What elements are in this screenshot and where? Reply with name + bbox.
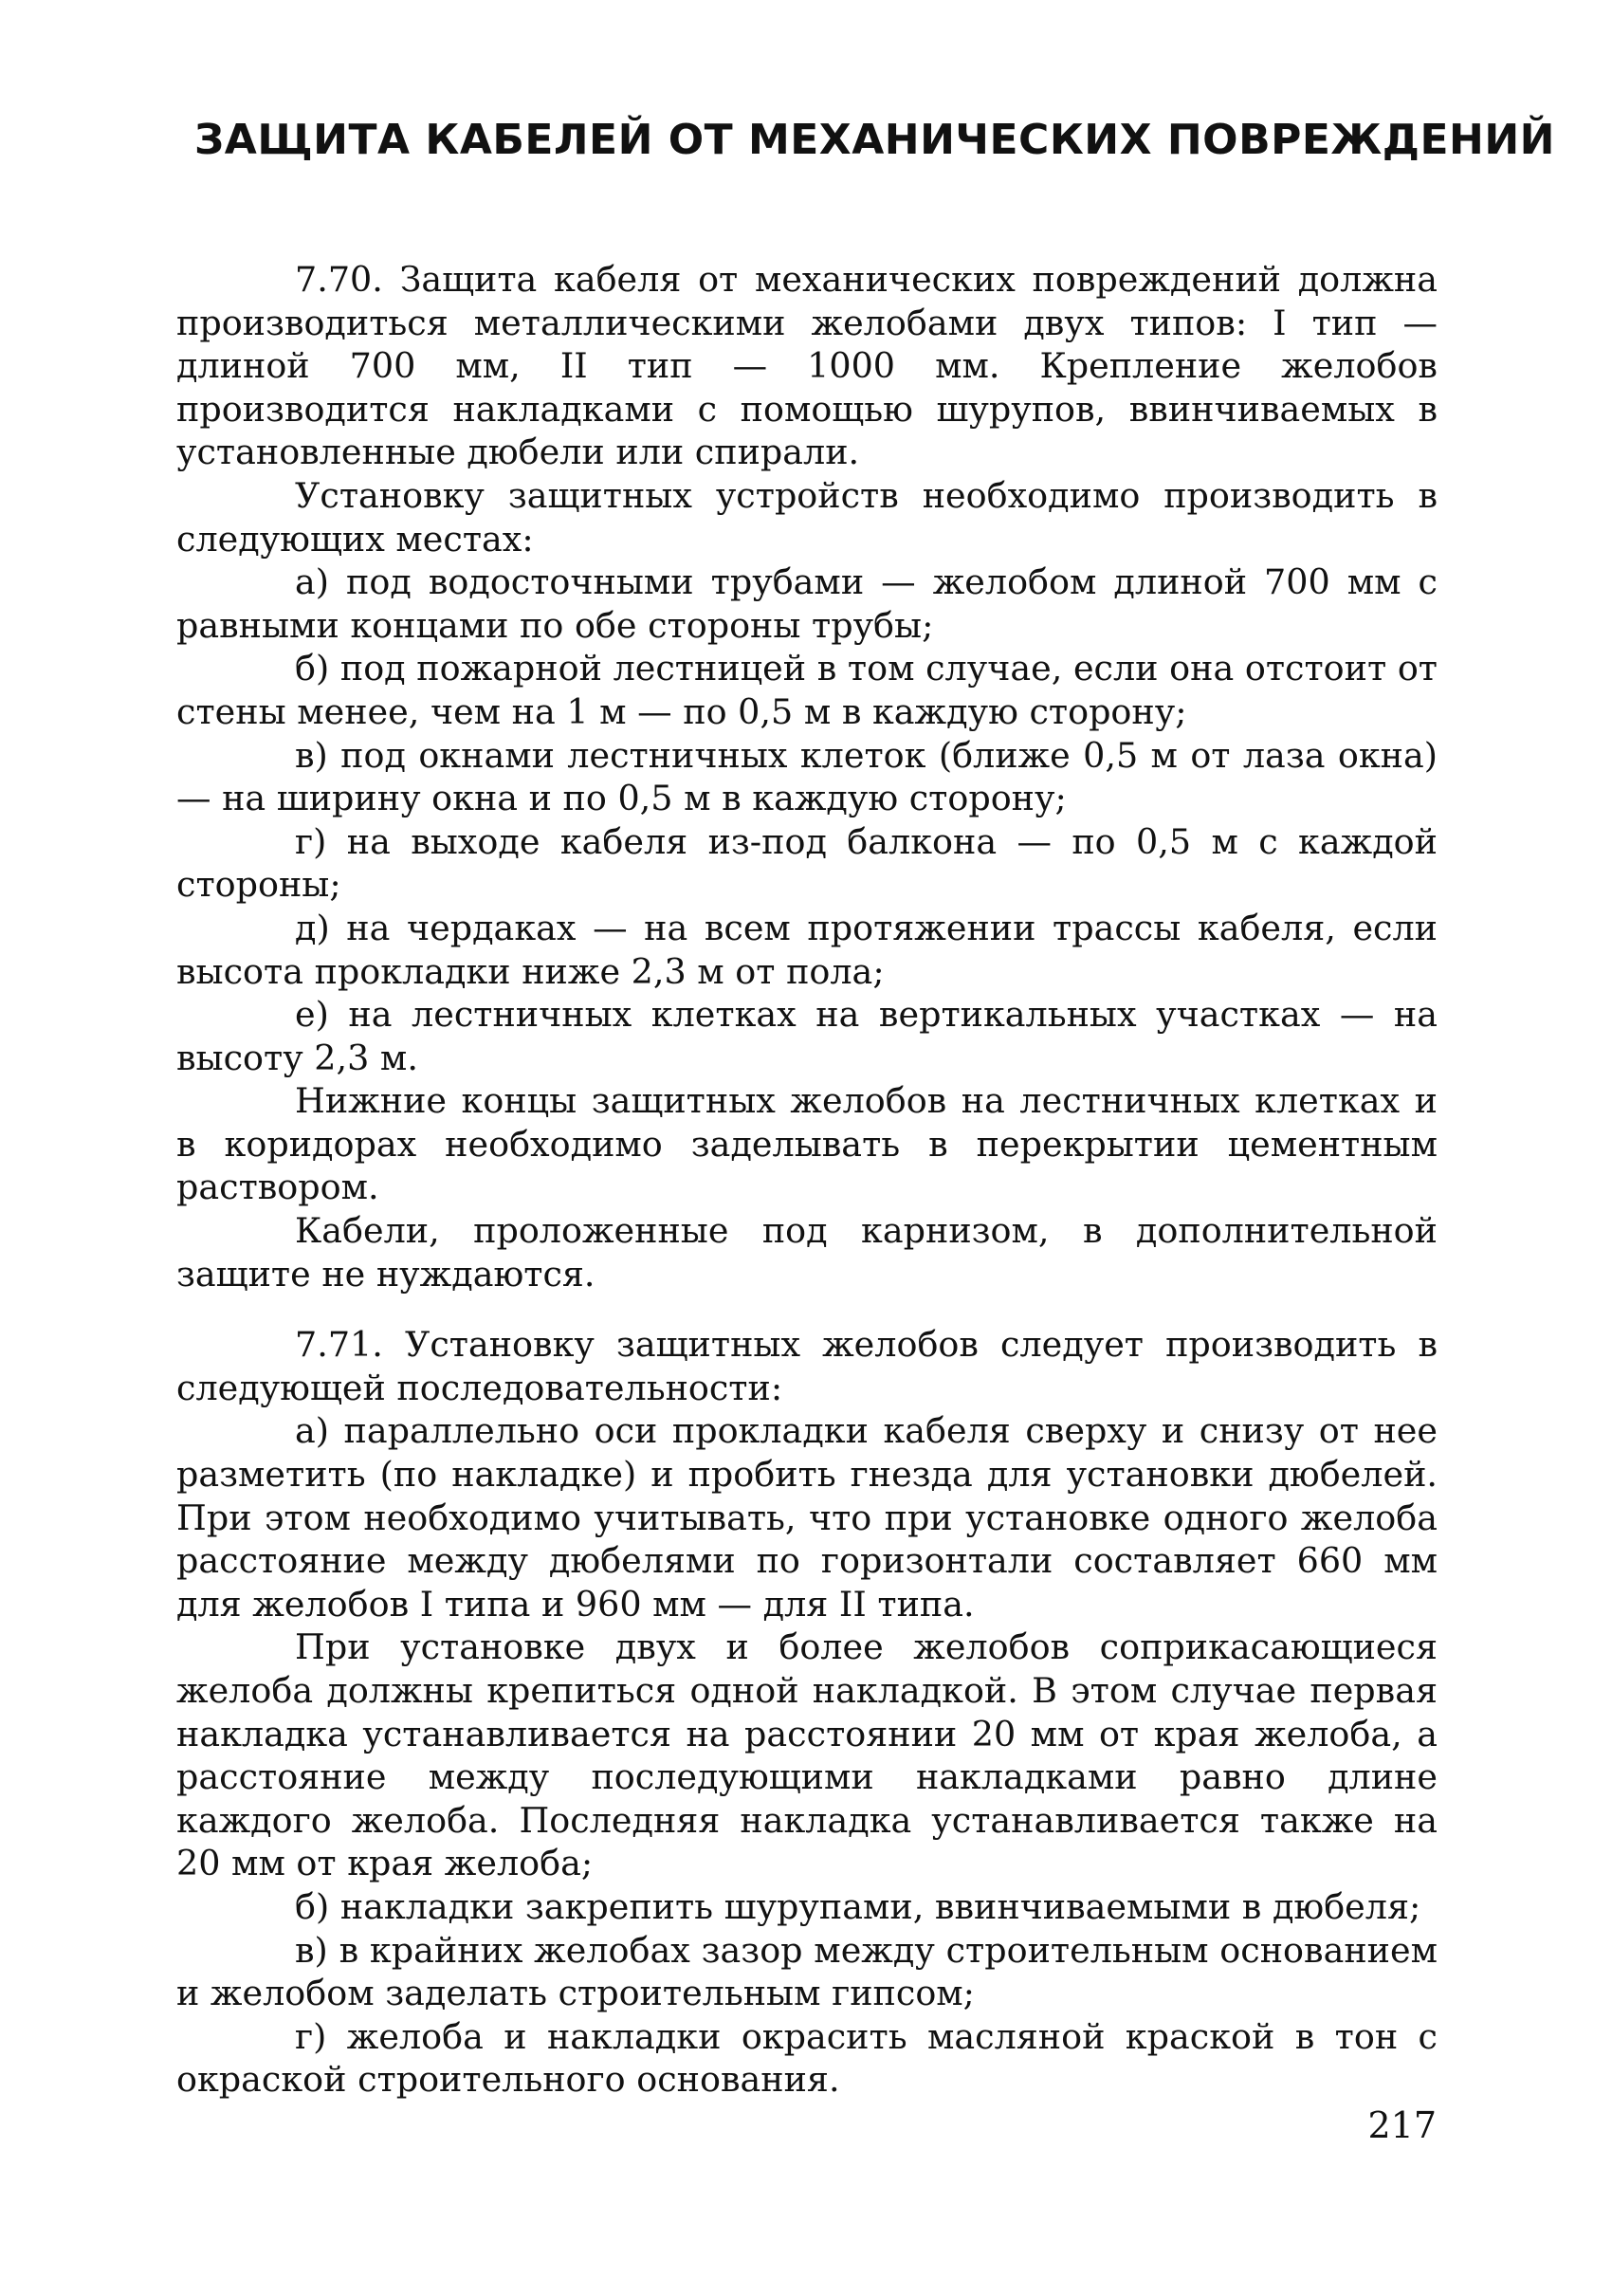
- list-item-d: д) на чердаках — на всем протяжении трассы кабеля, если высота прокладки ниже 2,3 м от пола;: [176, 907, 1438, 992]
- paragraph-multiple-gutters: При установке двух и более желобов соприкасающиеся желоба должны крепиться одной накладкой. В этом случае первая накладка устанавливается на расстоянии 20 мм от края желоба, а расстояние между последующими накладками равно длине каждого желоба. Последняя накладка устанавливается также на 20 мм от края желоба;: [176, 1626, 1438, 1884]
- paragraph-7-71-intro: 7.71. Установку защитных желобов следует производить в следующей последовательности:: [176, 1324, 1438, 1408]
- list-item-a: а) под водосточными трубами — желобом длиной 700 мм с равными концами по обе стороны трубы;: [176, 561, 1438, 646]
- page-number: 217: [1367, 2104, 1437, 2146]
- list-item-g: г) на выходе кабеля из-под балкона — по 0,5 м с каждой стороны;: [176, 820, 1438, 906]
- paragraph-cornice-cables: Кабели, проложенные под карнизом, в дополнительной защите не нуждаются.: [176, 1210, 1438, 1295]
- step-item-g: г) желоба и накладки окрасить масляной краской в тон с окраской строительного основания.: [176, 2015, 1438, 2101]
- page-heading: ЗАЩИТА КАБЕЛЕЙ ОТ МЕХАНИЧЕСКИХ ПОВРЕЖДЕНИЙ: [194, 116, 1555, 164]
- paragraph-lower-ends: Нижние концы защитных желобов на лестничных клетках и в коридорах необходимо заделывать в перекрытии цементным раствором.: [176, 1080, 1438, 1208]
- paragraph-installation-places: Установку защитных устройств необходимо производить в следующих местах:: [176, 474, 1438, 560]
- step-item-a: а) параллельно оси прокладки кабеля сверху и снизу от нее разметить (по накладке) и пробить гнезда для установки дюбелей. При этом необходимо учитывать, что при установке одного желоба расстояние между дюбелями по горизонтали составляет 660 мм для желобов I типа и 960 мм — для II типа.: [176, 1410, 1438, 1625]
- step-item-b: б) накладки закрепить шурупами, ввинчиваемыми в дюбеля;: [295, 1885, 1421, 1927]
- step-item-v: в) в крайних желобах зазор между строительным основанием и желобом заделать строительным гипсом;: [176, 1929, 1438, 2014]
- list-item-b: б) под пожарной лестницей в том случае, если она отстоит от стены менее, чем на 1 м — по 0,5 м в каждую сторону;: [176, 648, 1438, 732]
- list-item-e: е) на лестничных клетках на вертикальных участках — на высоту 2,3 м.: [176, 994, 1438, 1078]
- paragraph-7-70-intro: 7.70. Защита кабеля от механических повреждений должна производиться металлическими желобами двух типов: I тип — длиной 700 мм, II тип — 1000 мм. Крепление желобов производится накладками с помощью шурупов, ввинчиваемых в установленные дюбели или спирали.: [176, 259, 1438, 473]
- document-body: [176, 258, 1438, 2102]
- list-item-v: в) под окнами лестничных клеток (ближе 0,5 м от лаза окна) — на ширину окна и по 0,5 м в каждую сторону;: [176, 734, 1438, 819]
